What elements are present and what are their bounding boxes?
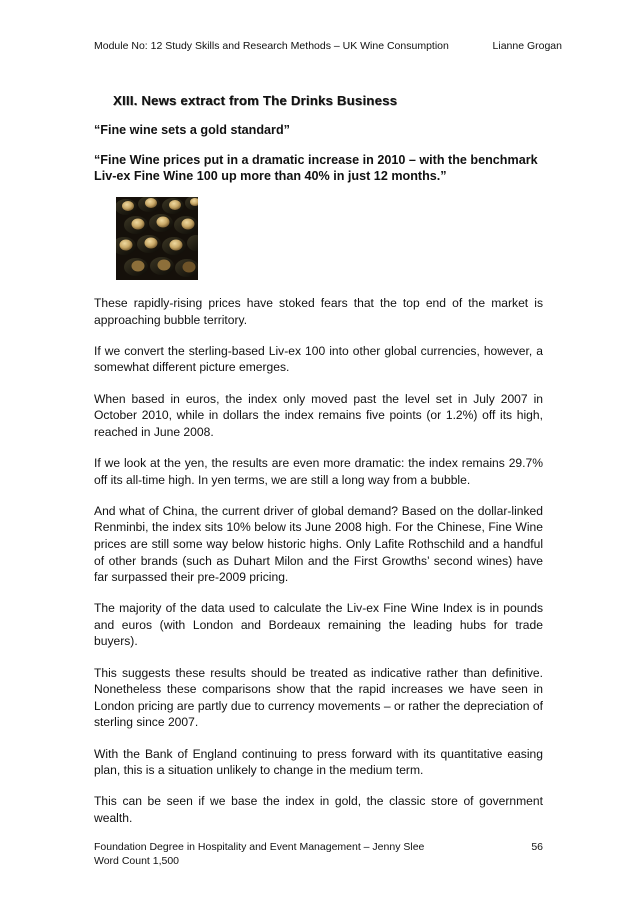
article-body	[94, 295, 543, 841]
paragraph: The majority of the data used to calculate the Liv-ex Fine Wine Index is in pounds and euros (with London and Bordeaux remaining the leading hubs for trade buyers).	[94, 601, 543, 649]
wine-bottles-image	[116, 197, 198, 280]
article-subheadline: “Fine Wine prices put in a dramatic increase in 2010 – with the benchmark Liv-ex Fine Wine 100 up more than 40% in just 12 months.”	[94, 153, 538, 184]
page-footer	[94, 840, 543, 868]
paragraph: When based in euros, the index only moved past the level set in July 2007 in October 2010, while in dollars the index remains five points (or 1.2%) off its high, reached in June 2008.	[94, 391, 543, 439]
footer-course: Foundation Degree in Hospitality and Event Management – Jenny Slee	[94, 841, 425, 853]
paragraph: If we convert the sterling-based Liv-ex 100 into other global currencies, however, a somewhat different picture emerges.	[94, 343, 543, 375]
paragraph: These rapidly-rising prices have stoked fears that the top end of the market is approaching bubble territory.	[94, 296, 543, 327]
footer-word-count: Word Count 1,500	[94, 855, 180, 867]
bottle-row-4	[124, 257, 198, 277]
paragraph: This suggests these results should be treated as indicative rather than definitive. Nonetheless these comparisons show that the rapid increases we have seen in London pricing are partly due to currency movements – or rather the depreciation of sterling since 2007.	[94, 665, 543, 730]
bottle-row-2	[124, 214, 198, 234]
paragraph: And what of China, the current driver of global demand? Based on the dollar-linked Renminbi, the index sits 10% below its June 2008 high. For the Chinese, Fine Wine prices are still some way below historic highs. Only Lafite Rothschild and a handful of other brands (such as Duhart Milon and the First Growths’ second wines) have far surpassed their pre-2009 pricing.	[94, 503, 543, 585]
article-headline: “Fine wine sets a gold standard”	[94, 123, 290, 137]
page-header	[94, 40, 562, 52]
header-module-title: Module No: 12 Study Skills and Research Methods – UK Wine Consumption	[94, 40, 449, 52]
page-number: 56	[531, 841, 543, 853]
paragraph: This can be seen if we base the index in gold, the classic store of government wealth.	[94, 794, 543, 825]
paragraph: If we look at the yen, the results are even more dramatic: the index remains 29.7% off its all-time high. In yen terms, we are still a long way from a bubble.	[94, 455, 543, 487]
wine-bottles-illustration	[116, 197, 198, 280]
header-author: Lianne Grogan	[492, 40, 562, 52]
section-title: XIII. News extract from The Drinks Business	[113, 93, 398, 108]
paragraph: With the Bank of England continuing to press forward with its quantitative easing plan, this is a situation unlikely to change in the medium term.	[94, 746, 543, 778]
